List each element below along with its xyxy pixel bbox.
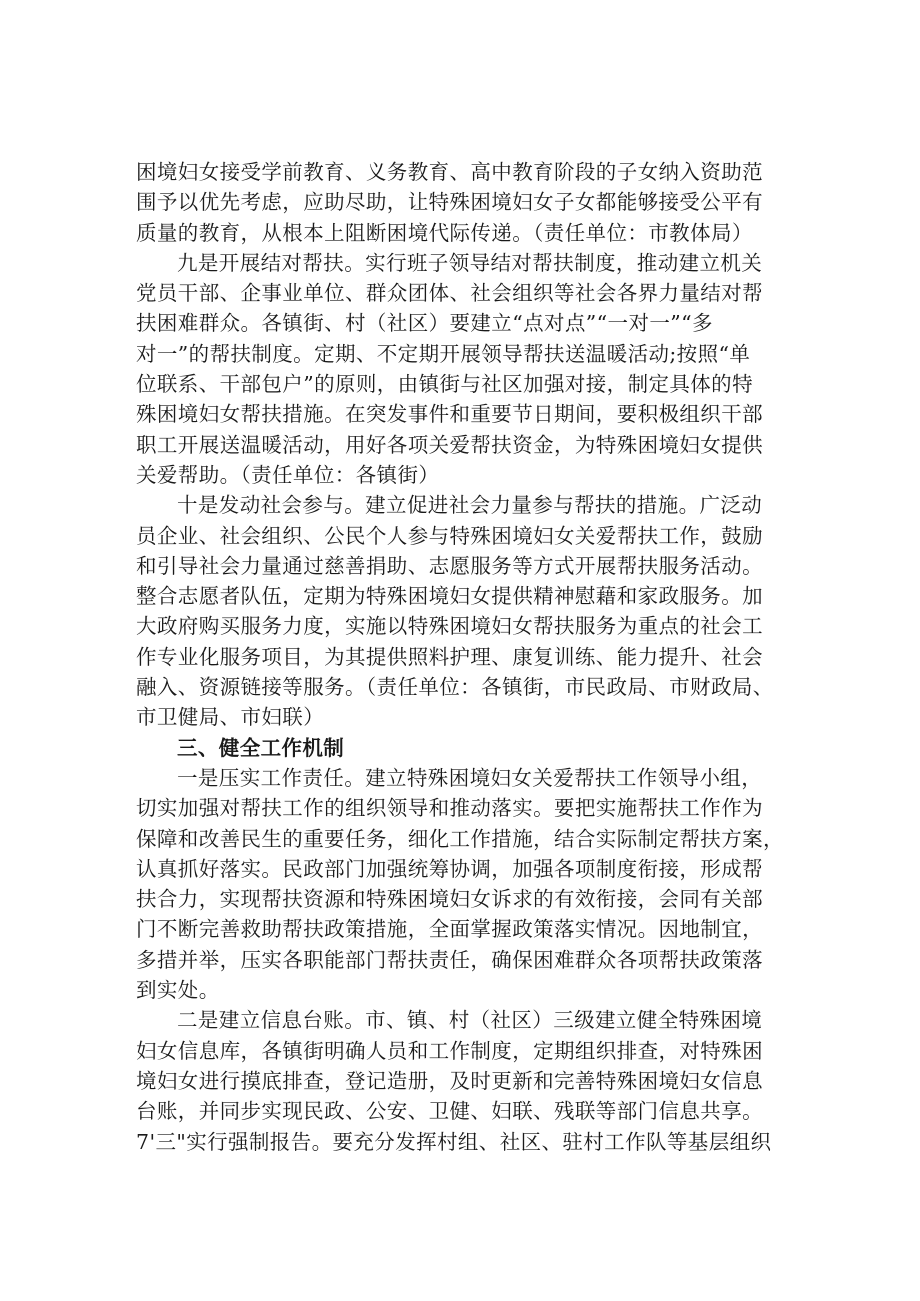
- paragraph-start-line: 二是建立信息台账。市、镇、村（社区）三级建立健全特殊困境: [177, 1008, 763, 1033]
- text-line: 保障和改善民生的重要任务，细化工作措施，结合实际制定帮扶方案，: [136, 826, 784, 851]
- paragraph-start-line: 九是开展结对帮扶。实行班子领导结对帮扶制度，推动建立机关: [177, 250, 763, 275]
- text-line: 到实处。: [136, 978, 220, 1003]
- text-line: 和引导社会力量通过慈善捐助、志愿服务等方式开展帮扶服务活动。: [136, 553, 763, 578]
- text-line: 党员干部、企事业单位、群众团体、社会组织等社会各界力量结对帮: [136, 281, 763, 306]
- text-line: 困境妇女接受学前教育、义务教育、高中教育阶段的子女纳入资助范: [136, 160, 763, 184]
- paragraph-start-line: 十是发动社会参与。建立促进社会力量参与帮扶的措施。广泛动: [177, 493, 763, 518]
- text-line: 市卫健局、市妇联）: [136, 705, 325, 730]
- text-line: 境妇女进行摸底排查，登记造册，及时更新和完善特殊困境妇女信息: [136, 1068, 763, 1093]
- text-line: 整合志愿者队伍，定期为特殊困境妇女提供精神慰藉和家政服务。加: [136, 584, 763, 609]
- text-line: 扶困难群众。各镇街、村（社区）要建立“点对点”“一对一”“多: [136, 311, 713, 336]
- text-line: 围予以优先考虑，应助尽助，让特殊困境妇女子女都能够接受公平有: [136, 190, 763, 215]
- text-line: 7'三"实行强制报告。要充分发挥村组、社区、驻村工作队等基层组织: [136, 1129, 772, 1154]
- text-line: 位联系、干部包户”的原则，由镇街与社区加强对接，制定具体的特: [136, 372, 753, 397]
- section-heading: 三、健全工作机制: [177, 735, 345, 760]
- text-line: 融入、资源链接等服务。（责任单位：各镇街，市民政局、市财政局、: [136, 675, 774, 700]
- text-line: 妇女信息库，各镇街明确人员和工作制度，定期组织排查，对特殊困: [136, 1038, 763, 1063]
- text-line: 扶合力，实现帮扶资源和特殊困境妇女诉求的有效衔接，会同有关部: [136, 887, 763, 912]
- document-body: [136, 157, 802, 1157]
- text-line: 职工开展送温暖活动，用好各项关爱帮扶资金，为特殊困境妇女提供: [136, 432, 763, 457]
- text-line: 对一”的帮扶制度。定期、不定期开展领导帮扶送温暖活动;按照“单: [136, 341, 751, 366]
- text-line: 切实加强对帮扶工作的组织领导和推动落实。要把实施帮扶工作作为: [136, 796, 763, 821]
- text-line: 多措并举，压实各职能部门帮扶责任，确保困难群众各项帮扶政策落: [136, 947, 763, 972]
- paragraph-start-line: 一是压实工作责任。建立特殊困境妇女关爱帮扶工作领导小组，: [177, 765, 763, 790]
- text-line: 关爱帮助。（责任单位：各镇街）: [136, 462, 440, 487]
- text-line: 殊困境妇女帮扶措施。在突发事件和重要节日期间，要积极组织干部: [136, 402, 763, 427]
- text-line: 大政府购买服务力度，实施以特殊困境妇女帮扶服务为重点的社会工: [136, 614, 763, 639]
- text-line: 质量的教育，从根本上阻断困境代际传递。（责任单位：市教体局）: [136, 220, 753, 245]
- text-line: 作专业化服务项目，为其提供照料护理、康复训练、能力提升、社会: [136, 644, 763, 669]
- text-line: 员企业、社会组织、公民个人参与特殊困境妇女关爱帮扶工作，鼓励: [136, 523, 763, 548]
- text-line: 认真抓好落实。民政部门加强统筹协调，加强各项制度衔接，形成帮: [136, 856, 763, 881]
- text-line: 门不断完善救助帮扶政策措施，全面掌握政策落实情况。因地制宜，: [136, 917, 763, 942]
- text-line: 台账，并同步实现民政、公安、卫健、妇联、残联等部门信息共享。: [136, 1099, 763, 1124]
